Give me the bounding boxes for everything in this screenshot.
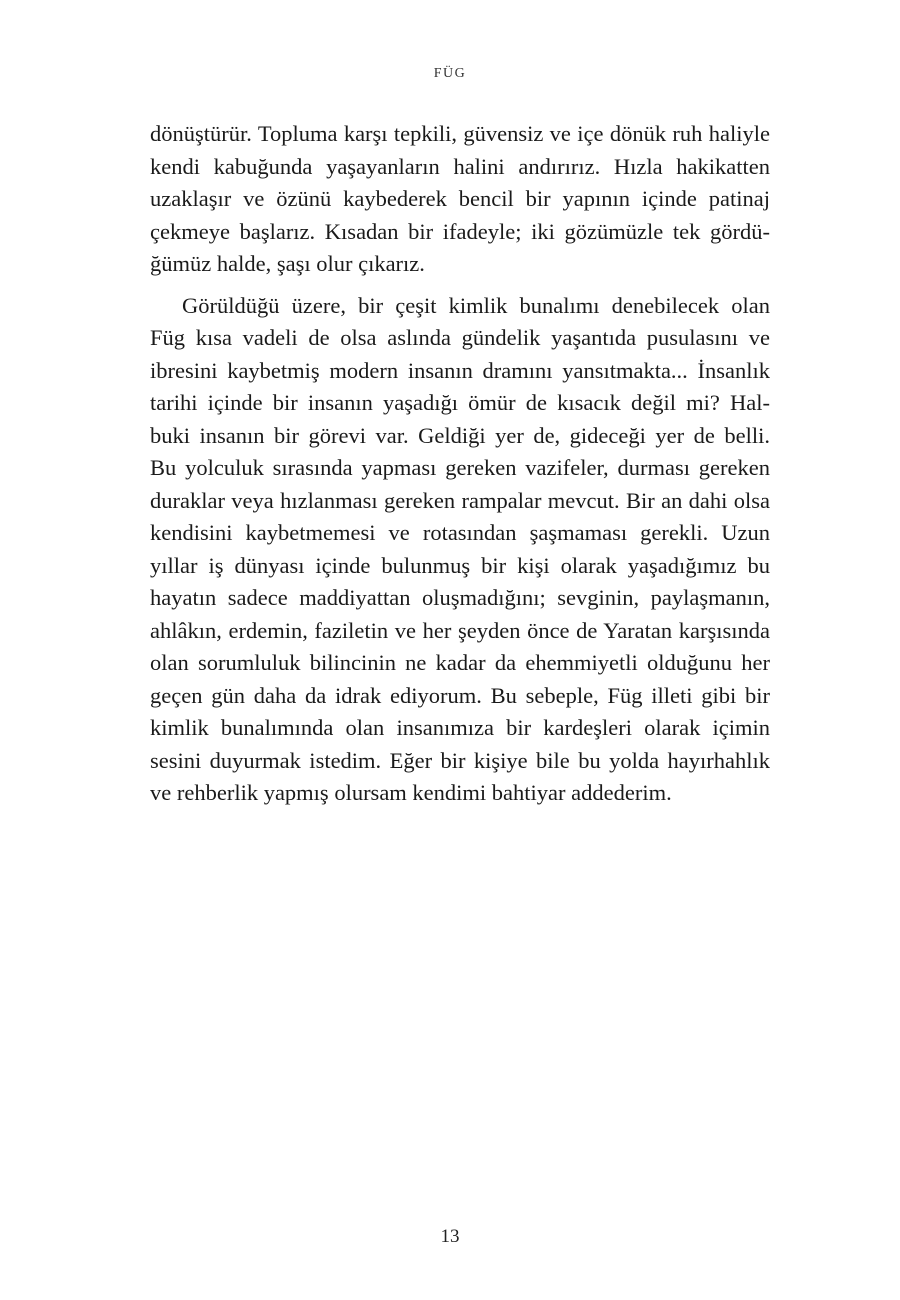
text-line: ibresini kaybetmiş modern insanın dramını yansıtmakta... İnsanlık xyxy=(150,357,770,383)
text-line: geçen gün daha da idrak ediyorum. Bu sebeple, Füg illeti gibi bir xyxy=(150,682,770,708)
text-line: kendisini kaybetmemesi ve rotasından şaşmaması gerekli. Uzun xyxy=(150,520,770,545)
text-line: çekmeye başlarız. Kısadan bir ifadeyle; iki gözümüzle tek gördü- xyxy=(150,218,770,244)
text-line: ahlâkın, erdemin, faziletin ve her şeyden önce de Yaratan karşısında xyxy=(150,617,770,643)
text-line: sesini duyurmak istedim. Eğer bir kişiye bile bu yolda hayırhahlık xyxy=(150,747,770,773)
text-line: olan sorumluluk bilincinin ne kadar da ehemmiyetli olduğunu her xyxy=(150,650,770,675)
text-line: dönüştürür. Topluma karşı tepkili, güvensiz ve içe dönük ruh haliyle xyxy=(150,121,770,146)
paragraph-1 xyxy=(150,118,770,281)
text-line: Görüldüğü üzere, bir çeşit kimlik bunalımı denebilecek olan xyxy=(182,292,770,318)
text-line: Füg kısa vadeli de olsa aslında gündelik yaşantıda pusulasını ve xyxy=(150,325,770,350)
page-number: 13 xyxy=(440,1226,460,1247)
text-line: Bu yolculuk sırasında yapması gereken vazifeler, durması gereken xyxy=(150,455,770,480)
paragraph-2 xyxy=(150,290,770,810)
text-line: kendi kabuğunda yaşayanların halini andırırız. Hızla hakikatten xyxy=(150,153,770,179)
text-line: kimlik bunalımında olan insanımıza bir kardeşleri olarak içimin xyxy=(150,715,770,740)
text-line: tarihi içinde bir insanın yaşadığı ömür de kısacık değil mi? Hal- xyxy=(150,390,770,415)
text-line: duraklar veya hızlanması gereken rampalar mevcut. Bir an dahi olsa xyxy=(150,487,770,513)
body-text xyxy=(150,118,770,810)
text-line: uzaklaşır ve özünü kaybederek bencil bir yapının içinde patinaj xyxy=(150,186,770,211)
text-line: hayatın sadece maddiyattan oluşmadığını; sevginin, paylaşmanın, xyxy=(150,585,770,610)
text-line: ğümüz halde, şaşı olur çıkarız. xyxy=(150,251,425,276)
text-line: ve rehberlik yapmış olursam kendimi bahtiyar addederim. xyxy=(150,780,672,805)
text-line: buki insanın bir görevi var. Geldiği yer de, gideceği yer de belli. xyxy=(150,422,770,448)
text-line: yıllar iş dünyası içinde bulunmuş bir kişi olarak yaşadığımız bu xyxy=(150,552,770,578)
running-header: FÜG xyxy=(433,66,467,81)
